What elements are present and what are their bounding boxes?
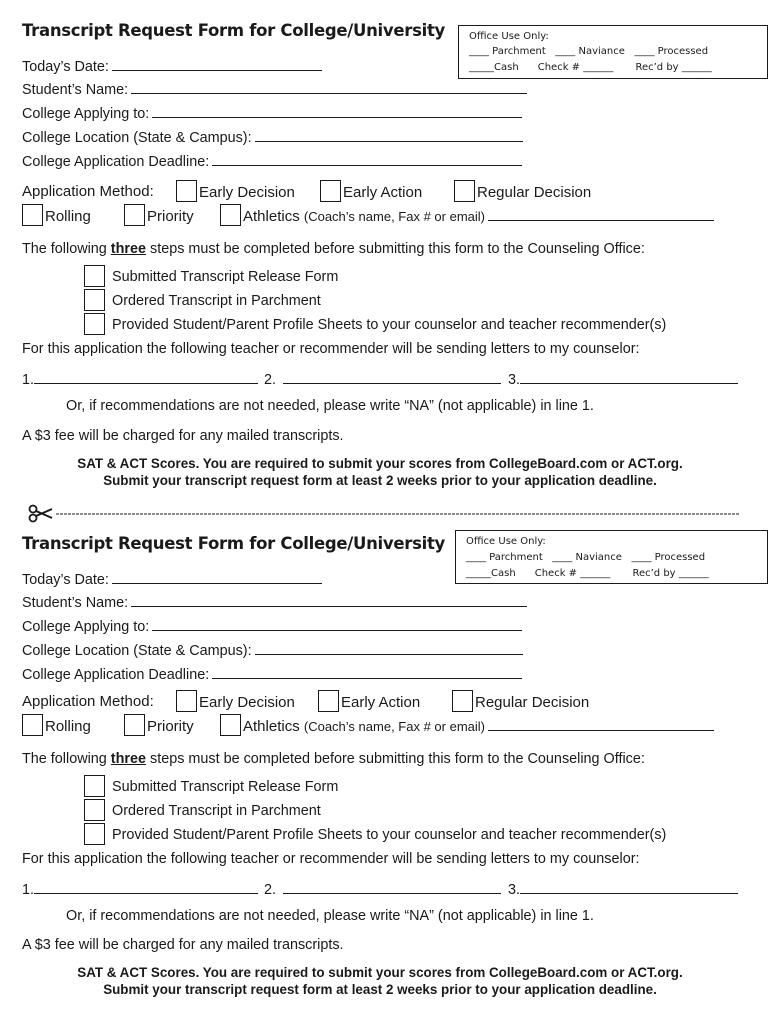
early-decision-checkbox[interactable] [176,180,197,202]
step-item[interactable] [84,266,338,288]
athletics-note: (Coach’s name, Fax # or email) [303,719,485,734]
todays-date-field[interactable] [22,56,322,75]
step-checkbox[interactable] [84,265,105,287]
steps-intro [22,241,645,257]
priority-checkbox[interactable] [124,714,145,736]
rolling-option[interactable] [22,716,91,738]
early-decision-checkbox[interactable] [176,690,197,712]
recommender-blank[interactable] [34,369,258,384]
office-use-box [455,530,768,584]
student-name-label: Student’s Name: [22,82,129,98]
office-use-heading: Office Use Only: [469,31,549,42]
steps-intro-text: The following [22,241,107,257]
recommender-blank[interactable] [520,879,738,894]
recommender-blank[interactable] [520,369,738,384]
steps-intro [22,751,645,767]
step-label: Provided Student/Parent Profile Sheets to your counselor and teacher recommender(s) [112,826,667,843]
college-applying-field[interactable] [22,103,522,122]
scores-notice: SAT & ACT Scores. You are required to submit your scores from CollegeBoard.com or ACT.org. [77,965,683,980]
early-action-option[interactable] [318,692,420,714]
athletics-label: Athletics [243,718,300,735]
step-label: Ordered Transcript in Parchment [112,802,321,819]
early-action-label: Early Action [343,183,423,201]
regular-decision-label: Regular Decision [477,183,592,201]
college-applying-label: College Applying to: [22,106,150,122]
college-location-field[interactable] [22,127,523,146]
deadline-notice: Submit your transcript request form at least 2 weeks prior to your application deadline. [103,982,657,997]
recommender-number: 2. [264,372,277,388]
recommender-line-3[interactable] [508,879,738,898]
athletics-contact-line[interactable] [488,206,714,221]
application-deadline-label: College Application Deadline: [22,154,210,170]
todays-date-line[interactable] [112,56,322,71]
step-checkbox[interactable] [84,799,105,821]
step-checkbox[interactable] [84,289,105,311]
student-name-field[interactable] [22,592,527,611]
recommender-line-2[interactable] [264,369,501,388]
application-deadline-field[interactable] [22,664,522,683]
application-method-label: Application Method: [22,693,154,710]
step-checkbox[interactable] [84,775,105,797]
early-decision-option[interactable] [176,182,295,204]
regular-decision-checkbox[interactable] [452,690,473,712]
steps-intro-text-end: steps must be completed before submitting this form to the Counseling Office: [150,751,645,767]
college-applying-field[interactable] [22,616,522,635]
steps-intro-text: The following [22,751,107,767]
recommender-number: 3. [508,882,521,898]
priority-option[interactable] [124,716,194,738]
office-use-box [458,25,768,79]
step-item[interactable] [84,776,338,798]
early-decision-label: Early Decision [199,693,295,711]
rolling-checkbox[interactable] [22,714,43,736]
step-checkbox[interactable] [84,313,105,335]
recommender-line-3[interactable] [508,369,738,388]
athletics-contact-line[interactable] [488,716,714,731]
steps-intro-emphasis: three [110,751,146,767]
application-deadline-field[interactable] [22,151,522,170]
student-name-line[interactable] [131,592,527,607]
recommender-number: 1. [22,882,35,898]
step-label: Provided Student/Parent Profile Sheets to your counselor and teacher recommender(s) [112,316,667,333]
rolling-label: Rolling [45,717,91,735]
application-deadline-line[interactable] [212,151,522,166]
athletics-checkbox[interactable] [220,204,241,226]
recommender-text: For this application the following teacher or recommender will be sending letters to my counselor: [22,851,640,867]
priority-option[interactable] [124,206,194,228]
step-item[interactable] [84,290,321,312]
na-instruction: Or, if recommendations are not needed, please write “NA” (not applicable) in line 1. [66,398,594,414]
office-use-row-1: ____ Parchment ____ Naviance ____ Processed [469,46,709,57]
recommender-blank[interactable] [283,879,501,894]
recommender-number: 2. [264,882,277,898]
rolling-checkbox[interactable] [22,204,43,226]
early-decision-option[interactable] [176,692,295,714]
steps-intro-text-end: steps must be completed before submitting this form to the Counseling Office: [150,241,645,257]
regular-decision-option[interactable] [454,182,591,204]
recommender-blank[interactable] [34,879,258,894]
early-action-option[interactable] [320,182,422,204]
recommender-line-1[interactable] [22,369,258,388]
athletics-checkbox[interactable] [220,714,241,736]
office-use-row-2: _____Cash Check # ______ Rec’d by ______ [466,568,709,579]
college-applying-label: College Applying to: [22,619,150,635]
fee-notice: A $3 fee will be charged for any mailed transcripts. [22,428,344,444]
college-location-line[interactable] [255,640,523,655]
scores-notice: SAT & ACT Scores. You are required to submit your scores from CollegeBoard.com or ACT.org. [77,456,683,471]
college-applying-line[interactable] [152,103,522,118]
student-name-label: Student’s Name: [22,595,129,611]
recommender-blank[interactable] [283,369,501,384]
todays-date-line[interactable] [112,569,322,584]
athletics-option[interactable] [220,716,714,738]
regular-decision-checkbox[interactable] [454,180,475,202]
transcript-form-2 [0,513,770,1013]
recommender-number: 3. [508,372,521,388]
college-applying-line[interactable] [152,616,522,631]
recommender-number: 1. [22,372,35,388]
college-location-field[interactable] [22,640,523,659]
steps-intro-emphasis: three [110,241,146,257]
todays-date-label: Today’s Date: [22,59,109,75]
recommender-line-2[interactable] [264,879,501,898]
recommender-text: For this application the following teacher or recommender will be sending letters to my counselor: [22,341,640,357]
application-method-label: Application Method: [22,183,154,200]
office-use-row-1: ____ Parchment ____ Naviance ____ Processed [466,552,706,563]
regular-decision-option[interactable] [452,692,589,714]
rolling-option[interactable] [22,206,91,228]
step-label: Submitted Transcript Release Form [112,778,339,795]
recommender-line-1[interactable] [22,879,258,898]
step-item[interactable] [84,800,321,822]
rolling-label: Rolling [45,207,91,225]
college-location-line[interactable] [255,127,523,142]
early-action-label: Early Action [341,693,421,711]
athletics-option[interactable] [220,206,714,228]
early-action-checkbox[interactable] [318,690,339,712]
office-use-row-2: _____Cash Check # ______ Rec’d by ______ [469,62,712,73]
step-label: Ordered Transcript in Parchment [112,292,321,309]
form-title: Transcript Request Form for College/University [22,21,445,40]
early-action-checkbox[interactable] [320,180,341,202]
step-item[interactable] [84,824,666,846]
early-decision-label: Early Decision [199,183,295,201]
form-title: Transcript Request Form for College/University [22,534,445,553]
college-location-label: College Location (State & Campus): [22,130,252,146]
student-name-field[interactable] [22,79,527,98]
fee-notice: A $3 fee will be charged for any mailed transcripts. [22,937,344,953]
application-deadline-label: College Application Deadline: [22,667,210,683]
priority-label: Priority [147,207,194,225]
athletics-label: Athletics [243,208,300,225]
na-instruction: Or, if recommendations are not needed, please write “NA” (not applicable) in line 1. [66,908,594,924]
deadline-notice: Submit your transcript request form at least 2 weeks prior to your application deadline. [103,473,657,488]
office-use-heading: Office Use Only: [466,536,546,547]
athletics-note: (Coach’s name, Fax # or email) [303,209,485,224]
step-checkbox[interactable] [84,823,105,845]
college-location-label: College Location (State & Campus): [22,643,252,659]
student-name-line[interactable] [131,79,527,94]
step-label: Submitted Transcript Release Form [112,268,339,285]
step-item[interactable] [84,314,666,336]
transcript-form-1 [0,0,770,500]
regular-decision-label: Regular Decision [475,693,590,711]
priority-checkbox[interactable] [124,204,145,226]
todays-date-field[interactable] [22,569,322,588]
application-deadline-line[interactable] [212,664,522,679]
priority-label: Priority [147,717,194,735]
todays-date-label: Today’s Date: [22,572,109,588]
